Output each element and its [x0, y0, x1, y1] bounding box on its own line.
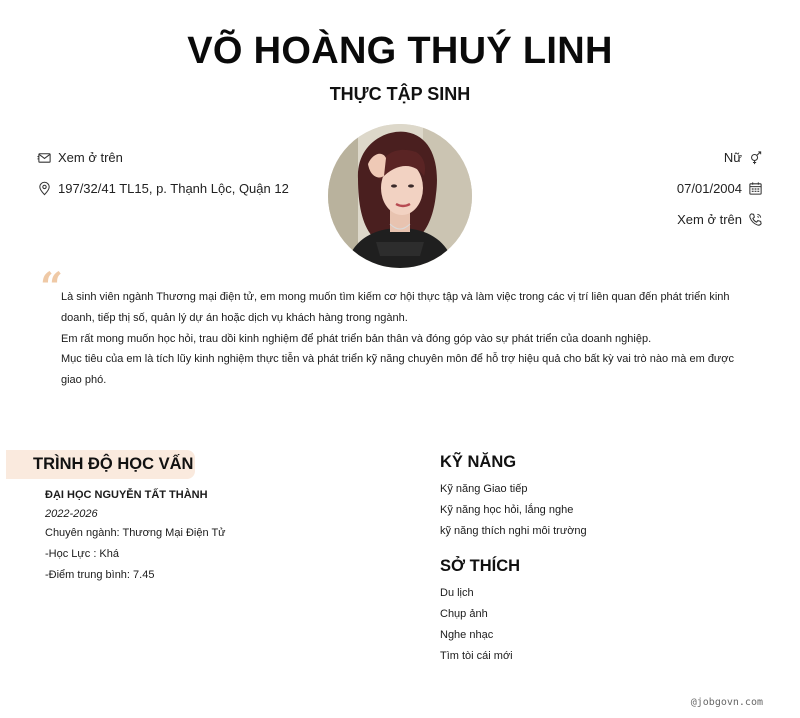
hobby-item: Du lịch	[440, 587, 474, 599]
education-heading-band	[6, 450, 195, 479]
calendar-icon	[748, 181, 763, 196]
envelope-icon	[37, 150, 52, 165]
school-name: ĐẠI HỌC NGUYỄN TẤT THÀNH	[45, 489, 208, 501]
education-section	[45, 487, 385, 588]
birthday-value: 07/01/2004	[676, 181, 742, 196]
gender-icon	[748, 150, 763, 165]
skill-item: Kỹ năng học hỏi, lắng nghe	[440, 504, 574, 516]
birthday-contact	[677, 181, 763, 196]
email-contact	[37, 150, 123, 165]
quote-icon: “	[40, 264, 64, 311]
summary-paragraph: Em rất mong muốn học hỏi, trau dồi kinh nghiệm để phát triển bản thân và đóng góp vào sự phát triển của doanh nghiệp.	[61, 332, 652, 345]
skill-item: kỹ năng thích nghi môi trường	[440, 525, 587, 537]
watermark: @jobgovn.com	[690, 697, 763, 708]
career-summary	[61, 287, 751, 391]
hobby-item: Nghe nhạc	[440, 629, 494, 641]
study-years: 2022-2026	[45, 508, 98, 520]
gender-contact	[724, 150, 763, 165]
skill-item: Kỹ năng Giao tiếp	[440, 483, 528, 495]
address-value: 197/32/41 TL15, p. Thạnh Lộc, Quận 12	[58, 181, 289, 196]
hobbies-list	[440, 586, 513, 670]
major: Chuyên ngành: Thương Mại Điện Tử	[45, 527, 226, 539]
phone-contact	[677, 212, 763, 227]
gender-value: Nữ	[723, 150, 742, 165]
hobbies-heading: SỞ THÍCH	[440, 557, 521, 575]
skills-heading: KỸ NĂNG	[440, 453, 517, 471]
academic-rank: -Học Lực : Khá	[45, 548, 120, 560]
skills-list	[440, 482, 587, 545]
phone-value: Xem ở trên	[677, 212, 742, 227]
address-contact	[37, 181, 289, 196]
hobby-item: Tìm tòi cái mới	[440, 650, 513, 662]
gpa: -Điểm trung bình: 7.45	[45, 569, 155, 581]
phone-icon	[748, 212, 763, 227]
email-value: Xem ở trên	[58, 150, 123, 165]
education-heading: TRÌNH ĐỘ HỌC VẤN	[33, 455, 194, 473]
position-title: THỰC TẬP SINH	[329, 84, 471, 104]
profile-photo	[328, 124, 472, 268]
summary-paragraph: Mục tiêu của em là tích lũy kinh nghiệm thực tiễn và phát triển kỹ năng chuyên môn để hỗ trợ hiệu quả cho bất kỳ vai trò nào mà em được giao phó.	[61, 353, 735, 387]
candidate-name: VÕ HOÀNG THUÝ LINH	[187, 30, 613, 72]
map-pin-icon	[37, 181, 52, 196]
summary-paragraph: Là sinh viên ngành Thương mại điện tử, em mong muốn tìm kiếm cơ hội thực tập và làm việc trong các vị trí liên quan đến phát triển kinh doanh, tiếp thị số, quản lý dự án hoặc dịch vụ khách hàng trong ngành.	[61, 291, 730, 324]
hobby-item: Chụp ảnh	[440, 608, 488, 620]
